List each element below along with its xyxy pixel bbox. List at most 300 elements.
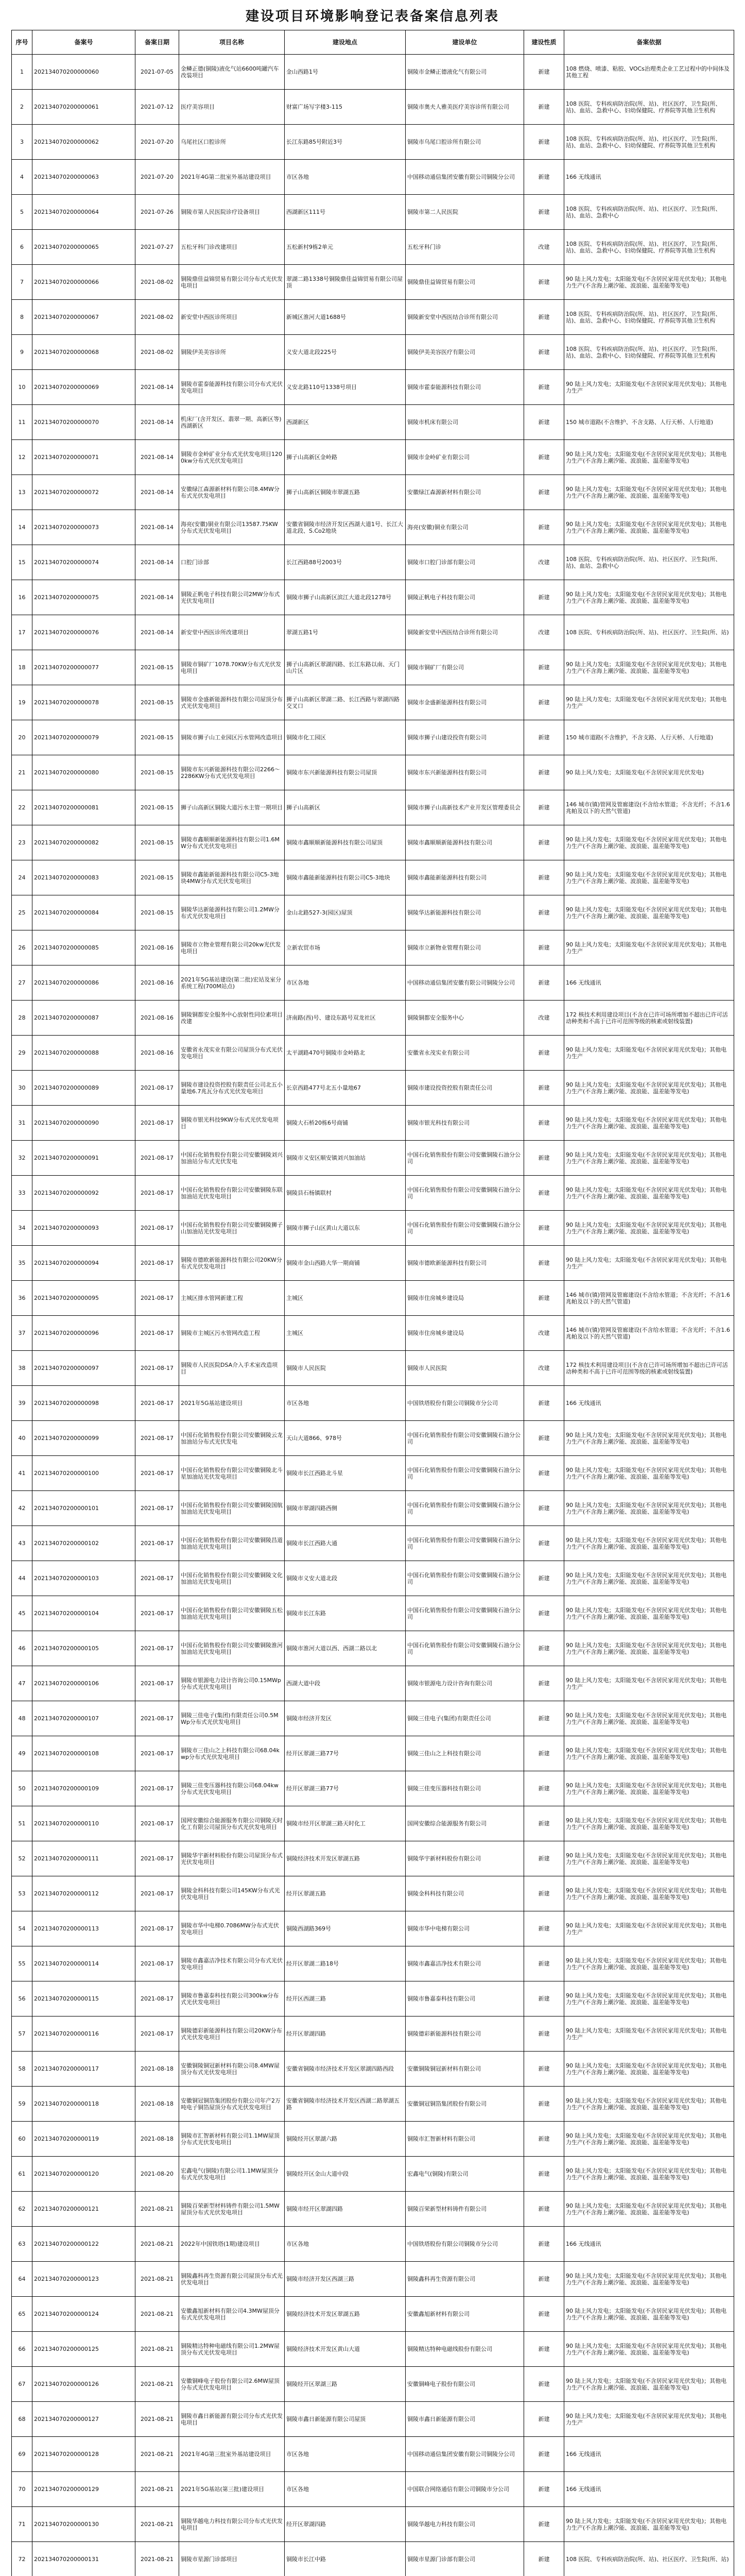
cell-serial: 21 [12,755,32,790]
cell-filing-date: 2021-08-16 [135,1001,179,1036]
cell-nature: 新建 [524,650,564,685]
cell-serial: 52 [12,1841,32,1876]
cell-builder: 铜陵市鲁嘉泰科技有限公司 [406,1981,524,2016]
cell-location: 铜陵市翠湖四路西侧 [285,1491,406,1526]
cell-filing-number: 202134070200000116 [32,2016,135,2052]
cell-basis: 108 医院、专科疾病防治院(所、站)、社区医疗、卫生院(所、站)、血站、急救中心、妇幼保健院、疗养院等其他卫生机构 [564,125,734,160]
cell-filing-date: 2021-08-17 [135,1526,179,1561]
cell-builder: 铜陵新安堂中西医结合诊所有限公司 [406,300,524,335]
cell-filing-number: 202134070200000126 [32,2367,135,2402]
cell-filing-number: 202134070200000121 [32,2192,135,2227]
cell-filing-date: 2021-08-17 [135,1666,179,1701]
cell-filing-number: 202134070200000072 [32,475,135,510]
cell-location: 市区各地 [285,2227,406,2262]
cell-filing-date: 2021-08-16 [135,930,179,965]
cell-basis: 146 城市(镇)管网及管廊建设(不含给水管道；不含光纤；不含1.6兆帕及以下的天然气管道) [564,1316,734,1351]
cell-project-name: 铜陵市第人民医院诊疗设备项目 [179,195,285,230]
cell-filing-date: 2021-08-17 [135,1701,179,1736]
cell-location: 铜陵市义安区顺安镇刘兴加油站 [285,1141,406,1176]
cell-nature: 新建 [524,1981,564,2016]
cell-project-name: 医疗美容项目 [179,90,285,125]
cell-location: 金山西路1号 [285,55,406,90]
cell-builder: 铜陵鑫科再生资源有限公司 [406,2262,524,2297]
cell-filing-date: 2021-08-17 [135,1281,179,1316]
cell-filing-number: 202134070200000092 [32,1176,135,1211]
cell-basis: 166 无线通讯 [564,2437,734,2472]
table-row [12,475,734,510]
cell-project-name: 铜陵市鑫顺顺新能源科技有限公司1.6MW分布式光伏发电项目 [179,825,285,860]
cell-basis: 90 陆上风力发电；太阳能发电(不含居民家用光伏发电)；其他电力生产(不含海上潮汐能、波浪能、温差能等发电) [564,2122,734,2157]
table-row [12,2262,734,2297]
cell-nature: 新建 [524,90,564,125]
cell-serial: 62 [12,2192,32,2227]
cell-nature: 新建 [524,1036,564,1071]
cell-builder: 中国石化销售股份有限公司安徽铜陵石油分公司 [406,1141,524,1176]
cell-project-name: 铜陵市东兴新能源科技有限公司2266～2286KW分布式光伏发电项目 [179,755,285,790]
cell-filing-number: 202134070200000091 [32,1141,135,1176]
cell-basis: 90 陆上风力发电；太阳能发电(不含居民家用光伏发电)；其他电力生产(不含海上潮汐能、波浪能、温差能等发电) [564,1596,734,1631]
cell-nature: 新建 [524,160,564,195]
cell-location: 西湖新区111号 [285,195,406,230]
cell-basis: 90 陆上风力发电；太阳能发电(不含居民家用光伏发电)；其他电力生产(不含海上潮汐能、波浪能、温差能等发电) [564,1176,734,1211]
cell-basis: 90 陆上风力发电；太阳能发电(不含居民家用光伏发电)；其他电力生产(不含海上潮汐能、波浪能、温差能等发电) [564,1071,734,1106]
cell-basis: 90 陆上风力发电；太阳能发电(不含居民家用光伏发电)；其他电力生产(不含海上潮汐能、波浪能、温差能等发电) [564,440,734,475]
cell-filing-number: 202134070200000123 [32,2262,135,2297]
cell-nature: 新建 [524,2402,564,2437]
cell-basis: 90 陆上风力发电；太阳能发电(不含居民家用光伏发电)；其他电力生产(不含海上潮汐能、波浪能、温差能等发电) [564,2367,734,2402]
cell-filing-date: 2021-08-15 [135,895,179,930]
cell-nature: 新建 [524,2087,564,2122]
cell-filing-date: 2021-08-17 [135,1771,179,1806]
cell-location: 市区各地 [285,160,406,195]
cell-nature: 新建 [524,370,564,405]
filing-table [11,30,734,2576]
cell-project-name: 铜陵百荣新型材料铸件有限公司1.5MW屋顶分布式光伏发电项目 [179,2192,285,2227]
cell-nature: 新建 [524,1561,564,1596]
cell-project-name: 铜陵市华中电梯0.7086MW分布式光伏发电项目 [179,1911,285,1946]
cell-serial: 12 [12,440,32,475]
cell-project-name: 中国石化销售股份有限公司安徽铜陵刘兴加油站分布式光伏发电 [179,1141,285,1176]
cell-serial: 35 [12,1246,32,1281]
cell-builder: 铜陵市星源门诊部有限公司 [406,2542,524,2576]
cell-project-name: 安徽铜陵铜冠新材料有限公司8.4MW屋顶分布式光伏发电项目 [179,2052,285,2087]
header-filing-date: 备案日期 [135,30,179,55]
cell-basis: 90 陆上风力发电；太阳能发电(不含居民家用光伏发电)；其他电力生产(不含海上潮汐能、波浪能、温差能等发电) [564,1946,734,1981]
cell-filing-number: 202134070200000097 [32,1351,135,1386]
cell-nature: 新建 [524,1141,564,1176]
cell-filing-number: 202134070200000110 [32,1806,135,1841]
table-row [12,790,734,825]
table-row [12,55,734,90]
cell-nature: 新建 [524,2052,564,2087]
cell-serial: 1 [12,55,32,90]
cell-filing-date: 2021-08-17 [135,1421,179,1456]
table-row [12,1561,734,1596]
cell-location: 经开区翠湖二路18号 [285,1946,406,1981]
cell-location: 经开区翠湖三路77号 [285,1771,406,1806]
cell-filing-date: 2021-08-17 [135,1316,179,1351]
cell-location: 铜陵市人民医院 [285,1351,406,1386]
cell-basis: 90 陆上风力发电；太阳能发电(不含居民家用光伏发电)；其他电力生产(不含海上潮汐能、波浪能、温差能等发电) [564,2052,734,2087]
cell-builder: 中国石化销售股份有限公司安徽铜陵石油分公司 [406,1456,524,1491]
cell-location: 铜陵市长江西路北斗星 [285,1456,406,1491]
cell-filing-date: 2021-08-17 [135,1351,179,1386]
table-row [12,335,734,370]
cell-nature: 新建 [524,1806,564,1841]
cell-filing-date: 2021-08-20 [135,2157,179,2192]
cell-project-name: 中国石化销售股份有限公司安徽铜陵国航加油站光伏发电项目 [179,1491,285,1526]
table-row [12,2437,734,2472]
table-row [12,1281,734,1316]
cell-location: 西湖新区 [285,405,406,440]
cell-location: 狮子山高新区铜陵市翠湖五路 [285,475,406,510]
cell-filing-date: 2021-08-17 [135,1631,179,1666]
table-row [12,2367,734,2402]
cell-serial: 44 [12,1561,32,1596]
cell-serial: 65 [12,2297,32,2332]
cell-project-name: 铜陵正帆电子科技有限公司2MW分布式光伏发电项目 [179,580,285,615]
cell-filing-date: 2021-08-17 [135,1246,179,1281]
table-row [12,510,734,545]
cell-nature: 新建 [524,1281,564,1316]
cell-serial: 18 [12,650,32,685]
table-row [12,2157,734,2192]
cell-nature: 新建 [524,440,564,475]
table-row [12,720,734,755]
cell-filing-date: 2021-08-17 [135,1491,179,1526]
cell-nature: 新建 [524,1841,564,1876]
cell-basis: 108 医院、专科疾病防治院(所、站)、社区医疗、卫生院(所、站)、血站、急救中心 [564,195,734,230]
cell-project-name: 铜陵华越电力科技有限公司分布式光伏发电项目 [179,2507,285,2542]
cell-nature: 新建 [524,1666,564,1701]
cell-nature: 新建 [524,1911,564,1946]
cell-location: 铜陵西湖路369号 [285,1911,406,1946]
cell-location: 长京西路477号北五小量地67 [285,1071,406,1106]
cell-filing-date: 2021-08-15 [135,860,179,895]
cell-filing-number: 202134070200000087 [32,1001,135,1036]
table-row [12,195,734,230]
table-row [12,1946,734,1981]
cell-builder: 铜陵市乌尾口腔诊所有限公司 [406,125,524,160]
cell-project-name: 国网安徽综合能源服务有限公司铜陵天时化工有限公司屋顶分布式光伏发电项目 [179,1806,285,1841]
cell-filing-date: 2021-08-17 [135,1456,179,1491]
cell-location: 铜陵大石桥20栋6号商铺 [285,1106,406,1141]
table-row [12,1806,734,1841]
cell-project-name: 铜陵市建设投资控股有限责任公司北五小量地6.7兆瓦分布式光伏发电项目 [179,1071,285,1106]
cell-builder: 中国石化销售股份有限公司安徽铜陵石油分公司 [406,1491,524,1526]
cell-serial: 16 [12,580,32,615]
cell-filing-number: 202134070200000066 [32,265,135,300]
cell-basis: 90 陆上风力发电；太阳能发电(不含居民家用光伏发电)；其他电力生产(不含海上潮汐能、波浪能、温差能等发电) [564,825,734,860]
cell-location: 铜陵市狮子山区黄山大道以东 [285,1211,406,1246]
cell-location: 铜陵经开区翠湖三路 [285,2367,406,2402]
cell-basis: 90 陆上风力发电；太阳能发电(不含居民家用光伏发电)；其他电力生产(不含海上潮汐能、波浪能、温差能等发电) [564,1841,734,1876]
table-row [12,300,734,335]
cell-location: 长江东路85号附近3号 [285,125,406,160]
cell-basis: 90 陆上风力发电；太阳能发电(不含居民家用光伏发电)；其他电力生产(不含海上潮汐能、波浪能、温差能等发电) [564,1141,734,1176]
page-title: 建设项目环境影响登记表备案信息列表 [245,9,499,24]
cell-serial: 15 [12,545,32,580]
table-row [12,1841,734,1876]
table-row [12,1351,734,1386]
cell-project-name: 铜陵市霍泰能源科技有限公司分布式光伏发电项目 [179,370,285,405]
cell-location: 经开区翠湖三路77号 [285,1736,406,1771]
table-row [12,1176,734,1211]
cell-project-name: 铜陵市金岭矿业分布式光伏发电项目1200kw分布式光伏发电项目 [179,440,285,475]
cell-builder: 铜陵市德欧新能源科技有限公司 [406,1246,524,1281]
cell-builder: 铜陵伊美美容医疗有限公司 [406,335,524,370]
table-row [12,230,734,265]
cell-serial: 45 [12,1596,32,1631]
cell-project-name: 安徽绿江森源新材料有限公司8.4MW分布式光伏发电项目 [179,475,285,510]
cell-project-name: 铜陵三佳变压器科技有限公司68.04kw分布式光伏发电项目 [179,1771,285,1806]
cell-location: 铜陵市义安大道北段 [285,1561,406,1596]
cell-nature: 新建 [524,2227,564,2262]
cell-nature: 新建 [524,755,564,790]
cell-filing-number: 202134070200000131 [32,2542,135,2576]
cell-filing-number: 202134070200000094 [32,1246,135,1281]
cell-filing-number: 202134070200000114 [32,1946,135,1981]
table-row [12,825,734,860]
table-row [12,1316,734,1351]
cell-nature: 新建 [524,2542,564,2576]
cell-filing-number: 202134070200000099 [32,1421,135,1456]
cell-filing-date: 2021-08-21 [135,2402,179,2437]
cell-builder: 铜陵三佳电子(集团)有限责任公司 [406,1701,524,1736]
cell-location: 铜陵市长江东路 [285,1596,406,1631]
cell-builder: 铜陵市银光科技有限公司 [406,1106,524,1141]
cell-location: 铜陵经济技术开发区翠湖五路 [285,2297,406,2332]
cell-builder: 中国石化销售股份有限公司安徽铜陵石油分公司 [406,1176,524,1211]
cell-location: 翠湖二路1338号铜陵鼎佳益锦贸易有限公司屋顶 [285,265,406,300]
cell-serial: 46 [12,1631,32,1666]
cell-location: 安徽省铜陵市经济开发区西湖大道1号、长江大道北段、S.Co2地块 [285,510,406,545]
cell-nature: 新建 [524,2122,564,2157]
cell-builder: 铜陵市狮子山建设投资有限公司 [406,720,524,755]
cell-project-name: 中国石化销售股份有限公司安徽铜陵文化加油站光伏发电项目 [179,1561,285,1596]
cell-location: 铜陵市长江中路 [285,2542,406,2576]
cell-project-name: 2021年5G基站建设(第二批)宏站及室分系统工程(700M站点) [179,965,285,1001]
cell-nature: 新建 [524,2016,564,2052]
cell-nature: 新建 [524,965,564,1001]
cell-nature: 新建 [524,2262,564,2297]
cell-location: 经开区翠湖五路 [285,1876,406,1911]
cell-nature: 新建 [524,55,564,90]
table-row [12,1911,734,1946]
cell-nature: 新建 [524,895,564,930]
cell-serial: 60 [12,2122,32,2157]
cell-nature: 新建 [524,125,564,160]
cell-project-name: 铜陵华达新能源科技有限公司1.2MW分布式光伏发电项目 [179,895,285,930]
table-row [12,2087,734,2122]
table-row [12,2297,734,2332]
cell-nature: 新建 [524,1771,564,1806]
cell-filing-number: 202134070200000079 [32,720,135,755]
cell-filing-date: 2021-08-14 [135,405,179,440]
table-row [12,545,734,580]
cell-builder: 中国铁塔股份有限公司铜陵市分公司 [406,1386,524,1421]
cell-filing-number: 202134070200000104 [32,1596,135,1631]
cell-serial: 63 [12,2227,32,2262]
cell-nature: 新建 [524,2507,564,2542]
header-nature: 建设性质 [524,30,564,55]
cell-filing-date: 2021-08-21 [135,2297,179,2332]
cell-project-name: 铜陵市主城区污水管网改造工程 [179,1316,285,1351]
cell-builder: 安徽铜冠铜箔集团股份有限公司 [406,2087,524,2122]
table-row [12,2227,734,2262]
cell-project-name: 铜陵精达特种电磁线有限公司1.2MW屋顶分布式光伏发电项目 [179,2332,285,2367]
cell-builder: 铜陵华达新能源科技有限公司 [406,895,524,930]
cell-filing-number: 202134070200000090 [32,1106,135,1141]
cell-filing-date: 2021-08-21 [135,2262,179,2297]
cell-filing-date: 2021-08-15 [135,720,179,755]
cell-builder: 安徽鑫旭新材料有限公司 [406,2297,524,2332]
cell-filing-date: 2021-08-21 [135,2507,179,2542]
cell-project-name: 铜陵金科科技有限公司145KW分布式光伏发电项目 [179,1876,285,1911]
table-row [12,1981,734,2016]
cell-nature: 新建 [524,335,564,370]
cell-nature: 新建 [524,510,564,545]
cell-nature: 新建 [524,195,564,230]
cell-basis: 90 陆上风力发电；太阳能发电(不含居民家用光伏发电)；其他电力生产(不含海上潮汐能、波浪能、温差能等发电) [564,1981,734,2016]
cell-filing-number: 202134070200000120 [32,2157,135,2192]
cell-serial: 32 [12,1141,32,1176]
cell-project-name: 主城区排水管网新建工程 [179,1281,285,1316]
table-row [12,2122,734,2157]
cell-serial: 56 [12,1981,32,2016]
cell-builder: 铜陵市华中电梯有限公司 [406,1911,524,1946]
cell-serial: 36 [12,1281,32,1316]
cell-project-name: 铜陵市星源门诊部项目 [179,2542,285,2576]
cell-serial: 30 [12,1071,32,1106]
cell-filing-number: 202134070200000078 [32,685,135,720]
cell-builder: 铜陵华宇新材料股份有限公司 [406,1841,524,1876]
cell-basis: 146 城市(镇)管网及管廊建设(不含给水管道；不含光纤；不含1.6兆帕及以下的天然气管道) [564,790,734,825]
cell-nature: 新建 [524,790,564,825]
cell-serial: 34 [12,1211,32,1246]
cell-filing-date: 2021-07-27 [135,230,179,265]
table-row [12,1631,734,1666]
cell-basis: 90 陆上风力发电；太阳能发电(不含居民家用光伏发电)；其他电力生产(不含海上潮汐能、波浪能、温差能等发电) [564,1771,734,1806]
cell-filing-date: 2021-08-17 [135,1841,179,1876]
cell-nature: 新建 [524,1876,564,1911]
cell-filing-number: 202134070200000086 [32,965,135,1001]
header-builder: 建设单位 [406,30,524,55]
table-row [12,1211,734,1246]
table-row [12,440,734,475]
cell-serial: 20 [12,720,32,755]
cell-project-name: 2021年4G第三批室外基站建设项目 [179,2437,285,2472]
cell-filing-date: 2021-07-20 [135,125,179,160]
cell-filing-number: 202134070200000081 [32,790,135,825]
cell-location: 财富广场写字楼3-115 [285,90,406,125]
cell-builder: 国网安徽综合能源服务有限公司 [406,1806,524,1841]
cell-serial: 70 [12,2472,32,2507]
cell-serial: 58 [12,2052,32,2087]
cell-nature: 新建 [524,2297,564,2332]
cell-filing-number: 202134070200000070 [32,405,135,440]
cell-nature: 新建 [524,1631,564,1666]
cell-filing-date: 2021-08-02 [135,300,179,335]
cell-nature: 改建 [524,1351,564,1386]
cell-nature: 新建 [524,2367,564,2402]
cell-filing-number: 202134070200000083 [32,860,135,895]
cell-builder: 中国铁塔股份有限公司铜陵市分公司 [406,2227,524,2262]
cell-filing-number: 202134070200000064 [32,195,135,230]
cell-basis: 146 城市(镇)管网及管廊建设(不含给水管道；不含光纤；不含1.6兆帕及以下的天然气管道) [564,1281,734,1316]
cell-serial: 53 [12,1876,32,1911]
cell-basis: 90 陆上风力发电；太阳能发电(不含居民家用光伏发电)；其他电力生产(不含海上潮汐能、波浪能、温差能等发电) [564,1736,734,1771]
cell-filing-number: 202134070200000098 [32,1386,135,1421]
cell-basis: 108 燃烧、喷漆、粘胶、VOCs治理类企业工艺过程中的中间体及其他工程 [564,55,734,90]
cell-project-name: 安徽鑫旭新材料有限公司4.3MW屋顶分布式光伏发电项目 [179,2297,285,2332]
cell-nature: 新建 [524,300,564,335]
cell-builder: 中国石化销售股份有限公司安徽铜陵石油分公司 [406,1211,524,1246]
cell-basis: 172 核技术利用建设项目(不含在已许可场所增加不超出已许可活动种类和不高于已许可范围等级的核素或射线装置) [564,1351,734,1386]
cell-filing-number: 202134070200000108 [32,1736,135,1771]
cell-basis: 90 陆上风力发电；太阳能发电(不含居民家用光伏发电)；其他电力生产(不含海上潮汐能、波浪能、温差能等发电) [564,510,734,545]
cell-serial: 47 [12,1666,32,1701]
cell-filing-number: 202134070200000061 [32,90,135,125]
cell-serial: 59 [12,2087,32,2122]
cell-basis: 108 医院、专科疾病防治院(所、站)、社区医疗、卫生院(所、站)、血站、急救中心、妇幼保健院、疗养院等其他卫生机构 [564,335,734,370]
cell-basis: 172 核技术利用建设项目(不含在已许可场所增加不超出已许可活动种类和不高于已许可范围等级的核素或射线装置) [564,1001,734,1036]
cell-builder: 中国石化销售股份有限公司安徽铜陵石油分公司 [406,1561,524,1596]
cell-nature: 新建 [524,2192,564,2227]
header-location: 建设地点 [285,30,406,55]
cell-filing-number: 202134070200000096 [32,1316,135,1351]
cell-builder: 铜陵金科科技有限公司 [406,1876,524,1911]
cell-filing-number: 202134070200000065 [32,230,135,265]
cell-filing-number: 202134070200000109 [32,1771,135,1806]
cell-project-name: 铜陵市鑫嘉洁净技术有限公司分布式光伏发电项目 [179,1946,285,1981]
cell-serial: 71 [12,2507,32,2542]
cell-serial: 14 [12,510,32,545]
cell-filing-number: 202134070200000106 [32,1666,135,1701]
cell-nature: 新建 [524,860,564,895]
cell-project-name: 新安堂中西医诊所改建项目 [179,615,285,650]
cell-basis: 90 陆上风力发电；太阳能发电(不含居民家用光伏发电)；其他电力生产(不含海上潮汐能、波浪能、温差能等发电) [564,2157,734,2192]
cell-builder: 铜陵三佳山之上科技有限公司 [406,1736,524,1771]
cell-filing-number: 202134070200000105 [32,1631,135,1666]
table-row [12,1666,734,1701]
cell-filing-number: 202134070200000101 [32,1491,135,1526]
cell-basis: 90 陆上风力发电；太阳能发电(不含居民家用光伏发电)；其他电力生产(不含海上潮汐能、波浪能、温差能等发电) [564,265,734,300]
cell-serial: 6 [12,230,32,265]
cell-filing-date: 2021-08-16 [135,1036,179,1071]
cell-serial: 28 [12,1001,32,1036]
cell-filing-number: 202134070200000060 [32,55,135,90]
cell-nature: 新建 [524,1386,564,1421]
cell-serial: 25 [12,895,32,930]
cell-nature: 新建 [524,1736,564,1771]
cell-filing-date: 2021-08-18 [135,2122,179,2157]
cell-nature: 新建 [524,475,564,510]
cell-serial: 7 [12,265,32,300]
table-row [12,2472,734,2507]
cell-filing-number: 202134070200000112 [32,1876,135,1911]
cell-nature: 新建 [524,2472,564,2507]
cell-filing-number: 202134070200000103 [32,1561,135,1596]
cell-nature: 新建 [524,1176,564,1211]
table-row [12,1141,734,1176]
table-row [12,1456,734,1491]
cell-builder: 铜陵市汇智新材料有限公司 [406,2122,524,2157]
cell-location: 主城区 [285,1316,406,1351]
cell-builder: 铜陵正帆电子科技有限公司 [406,580,524,615]
cell-project-name: 铜陵华宇新材料股份有限公司屋顶分布式光伏发电项目 [179,1841,285,1876]
cell-filing-date: 2021-08-02 [135,335,179,370]
